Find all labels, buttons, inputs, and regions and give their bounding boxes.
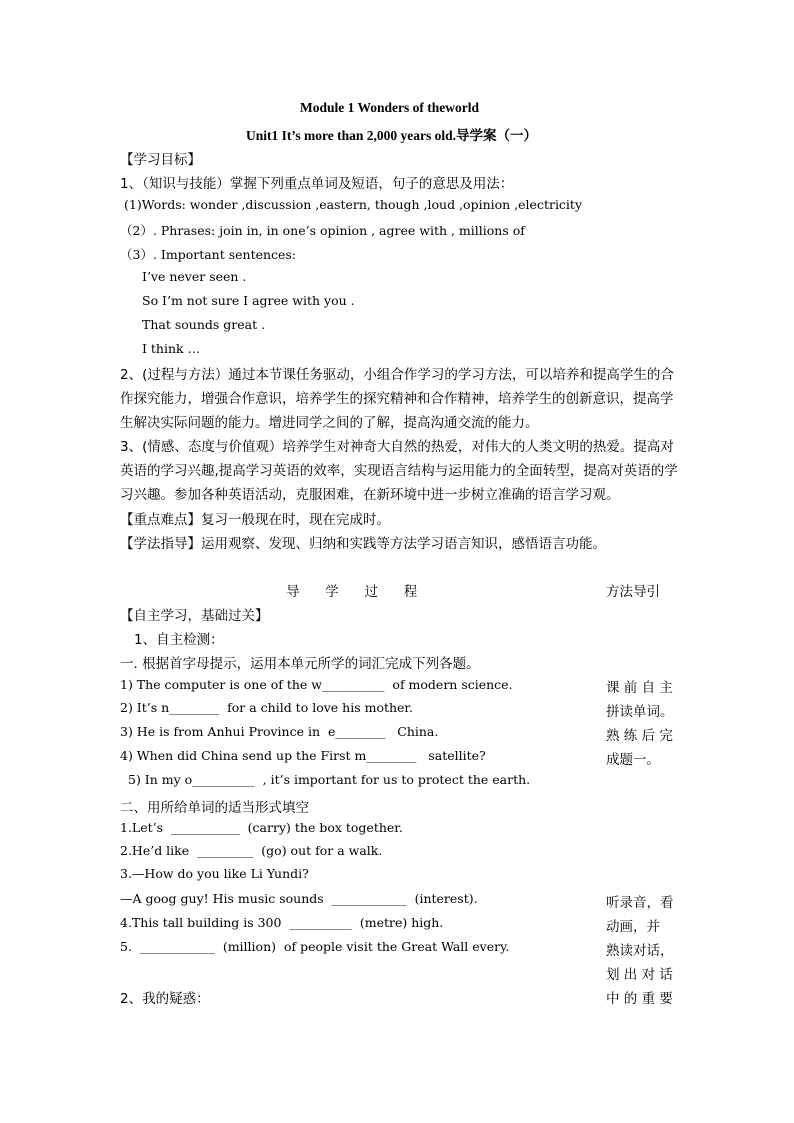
side-note-2-line-5: 中 的 重 要 (606, 991, 673, 1007)
self-study-heading: 【自主学习，基础过关】 (120, 608, 269, 624)
side-note-1-line-4: 成题一。 (606, 752, 660, 768)
side-note-2-line-4: 划 出 对 话 (606, 967, 673, 983)
objective-1: 1、（知识与技能）掌握下列重点单词及短语，句子的意思及用法： (120, 176, 514, 192)
exercise-1-1: 1) The computer is one of the w__________ of modern science. (120, 677, 513, 692)
process-heading: 导 学 过 程 (286, 584, 418, 600)
sentences-label: （3）. Important sentences: (120, 247, 297, 262)
doubts-label: 2、我的疑惑： (120, 991, 210, 1007)
exercise-1-3: 3) He is from Anhui Province in e________ China. (120, 724, 439, 739)
exercise-1-5: 5) In my o__________ , it’s important for us to protect the earth. (128, 772, 531, 787)
key-points: 【重点难点】复习一般现在时，现在完成时。 (120, 512, 390, 528)
method-guide: 【学法指导】运用观察、发现、归纳和实践等方法学习语言知识，感悟语言功能。 (120, 536, 606, 552)
objectives-heading: 【学习目标】 (120, 152, 201, 168)
objective-2: 2、(过程与方法）通过本节课任务驱动，小组合作学习的学习方法，可以培养和提高学生的合作探究能力，增强合作意识，培养学生的探究精神和合作精神，培养学生的创新意识，提高学生解决实际问题的能力。增进同学之间的了解，提高沟通交流的能力。 (120, 367, 674, 431)
phrases-line: （2）. Phrases: join in, in one’s opinion , agree with , millions of (120, 223, 525, 238)
module-title: Module 1 Wonders of theworld (300, 100, 480, 115)
side-note-2-line-3: 熟读对话， (606, 943, 674, 959)
exercise-2-1: 1.Let’s ___________ (carry) the box together. (120, 820, 403, 835)
exercise-1-4: 4) When did China send up the First m________ satellite? (120, 748, 486, 763)
sentence-2: So I’m not sure I agree with you . (142, 293, 355, 308)
method-heading: 方法导引 (606, 584, 660, 600)
part2-title: 二、用所给单词的适当形式填空 (120, 800, 309, 816)
exercise-1-2: 2) It’s n________ for a child to love his mother. (120, 700, 414, 715)
exercise-2-2: 2.He’d like _________ (go) out for a walk. (120, 843, 383, 858)
self-check-label: 1、自主检测： (134, 632, 224, 648)
side-note-1-line-2: 拼读单词。 (606, 704, 674, 720)
side-note-2-line-1: 听录音，看 (606, 895, 674, 911)
sentence-3: That sounds great . (142, 317, 266, 332)
side-note-1-line-3: 熟 练 后 完 (606, 728, 673, 744)
exercise-2-5: 4.This tall building is 300 __________ (metre) high. (120, 915, 444, 930)
words-line: (1)Words: wonder ,discussion ,eastern, though ,loud ,opinion ,electricity (124, 197, 583, 212)
unit-title: Unit1 It’s more than 2,000 years old.导学案（一） (246, 128, 537, 143)
sentence-4: I think … (142, 341, 201, 356)
sentence-1: I’ve never seen . (142, 269, 247, 284)
exercise-2-6: 5. ____________ (million) of people visit the Great Wall every. (120, 939, 510, 954)
side-note-1-line-1: 课 前 自 主 (606, 680, 673, 696)
side-note-2-line-2: 动画，并 (606, 919, 660, 935)
objective-3: 3、(情感、态度与价值观）培养学生对神奇大自然的热爱，对伟大的人类文明的热爱。提高对英语的学习兴趣,提高学习英语的效率，实现语言结构与运用能力的全面转型，提高对英语的学习兴趣。参加各种英语活动，克服困难，在新环境中进一步树立准确的语言学习观。 (120, 439, 678, 503)
exercise-2-4: —A goog guy! His music sounds ____________ (interest). (120, 891, 478, 906)
part1-title: 一. 根据首字母提示，运用本单元所学的词汇完成下列各题。 (120, 656, 480, 672)
exercise-2-3: 3.—How do you like Li Yundi? (120, 866, 309, 881)
